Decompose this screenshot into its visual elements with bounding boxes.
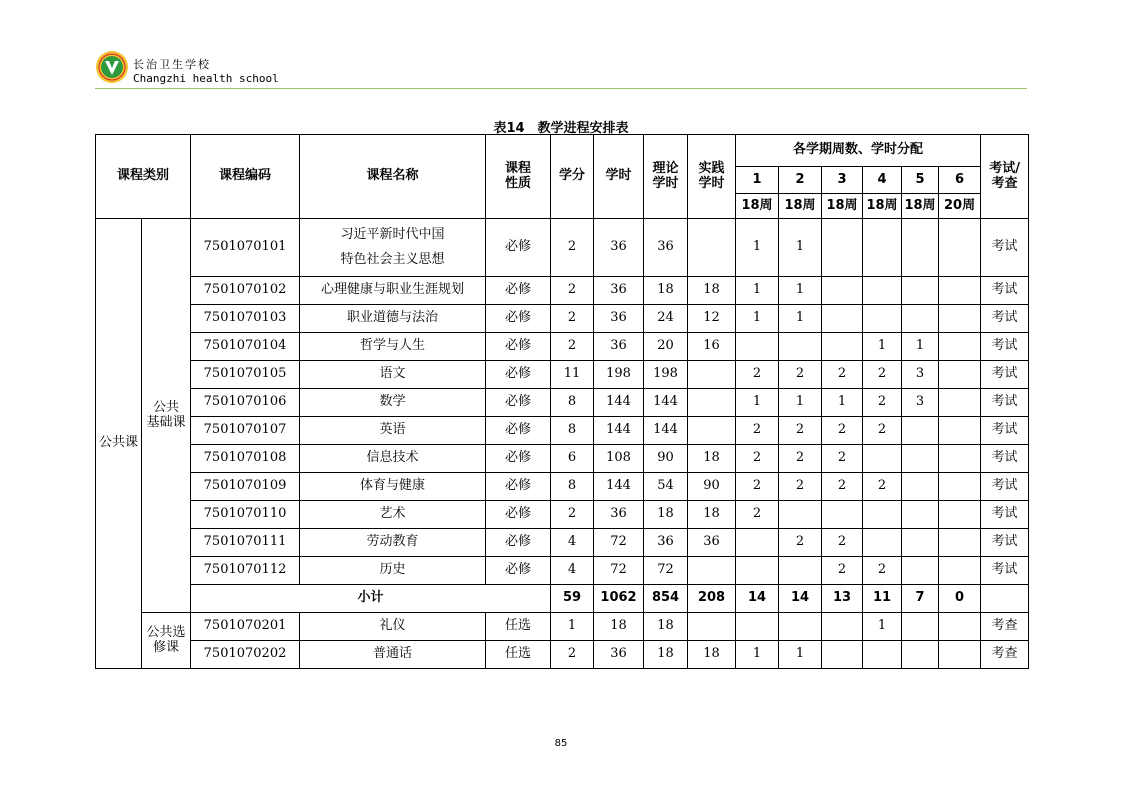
practice-hours: 90: [688, 473, 736, 501]
course-nature: 必修: [486, 529, 551, 557]
semester-hours: [902, 529, 939, 557]
semester-hours: [939, 389, 981, 417]
theory-hours: 18: [644, 277, 688, 305]
course-code: 7501070107: [191, 417, 300, 445]
course-name-line2: 特色社会主义思想: [340, 251, 445, 267]
course-code: 7501070101: [191, 219, 300, 277]
semester-number: 2: [779, 167, 822, 194]
table-row: [96, 333, 1029, 361]
course-credit: 11: [551, 361, 594, 389]
semester-weeks: 18周: [779, 194, 822, 219]
semester-weeks: 18周: [736, 194, 779, 219]
practice-hours: 16: [688, 333, 736, 361]
course-name: 劳动教育: [300, 529, 486, 557]
course-code: 7501070110: [191, 501, 300, 529]
exam-type: 考试: [981, 305, 1029, 333]
practice-hours: 18: [688, 445, 736, 473]
table-row: [96, 389, 1029, 417]
semester-hours: [939, 445, 981, 473]
theory-hours: 144: [644, 417, 688, 445]
course-name: 体育与健康: [300, 473, 486, 501]
course-credit: 2: [551, 333, 594, 361]
course-credit: 8: [551, 417, 594, 445]
course-nature: 必修: [486, 361, 551, 389]
subcategory-public-basic: [142, 219, 191, 613]
practice-hours: [688, 219, 736, 277]
theory-hours: 90: [644, 445, 688, 473]
col-header-credit: 学分: [551, 135, 594, 219]
semester-hours: [822, 219, 863, 277]
semester-hours: [902, 417, 939, 445]
course-credit: 4: [551, 557, 594, 585]
subcategory-public-basic-line2: 基础课: [146, 414, 186, 430]
semester-hours: [822, 333, 863, 361]
theory-hours: 72: [644, 557, 688, 585]
course-code: 7501070104: [191, 333, 300, 361]
semester-hours: 2: [779, 473, 822, 501]
course-name: 艺术: [300, 501, 486, 529]
col-header-practice-line1: 实践: [698, 160, 725, 176]
col-header-exam-line1: 考试/: [989, 160, 1020, 176]
course-credit: 8: [551, 389, 594, 417]
semester-hours: 2: [822, 557, 863, 585]
theory-hours: 20: [644, 333, 688, 361]
semester-weeks: 18周: [822, 194, 863, 219]
header-row: [96, 135, 1029, 167]
course-credit: 6: [551, 445, 594, 473]
semester-hours: [902, 277, 939, 305]
practice-hours: [688, 613, 736, 641]
semester-hours: [822, 305, 863, 333]
course-hours: 198: [594, 361, 644, 389]
semester-hours: [939, 529, 981, 557]
course-name: 语文: [300, 361, 486, 389]
semester-number: 1: [736, 167, 779, 194]
exam-type: 考试: [981, 557, 1029, 585]
semester-hours: [939, 333, 981, 361]
semester-weeks: 20周: [939, 194, 981, 219]
semester-hours: 2: [822, 529, 863, 557]
practice-hours: [688, 557, 736, 585]
exam-type: 考查: [981, 613, 1029, 641]
semester-hours: 2: [822, 473, 863, 501]
semester-hours: [779, 333, 822, 361]
category-public: 公共课: [96, 219, 142, 669]
semester-hours: 2: [736, 473, 779, 501]
semester-hours: [902, 473, 939, 501]
semester-hours: 2: [736, 501, 779, 529]
col-header-nature-line1: 课程: [505, 160, 532, 176]
table-row: [96, 305, 1029, 333]
col-header-category: 课程类别: [96, 135, 191, 219]
practice-hours: [688, 361, 736, 389]
course-name-line1: 习近平新时代中国: [340, 226, 445, 242]
practice-hours: [688, 389, 736, 417]
school-name-en: Changzhi health school: [133, 72, 279, 85]
course-name: 历史: [300, 557, 486, 585]
course-nature: 必修: [486, 389, 551, 417]
semester-hours: [902, 305, 939, 333]
course-code: 7501070112: [191, 557, 300, 585]
subtotal-credit: 59: [551, 585, 594, 613]
theory-hours: 18: [644, 613, 688, 641]
course-code: 7501070111: [191, 529, 300, 557]
semester-hours: 2: [736, 445, 779, 473]
table-row: [96, 641, 1029, 669]
semester-hours: [902, 219, 939, 277]
course-credit: 2: [551, 641, 594, 669]
semester-hours: 1: [736, 641, 779, 669]
semester-hours: [939, 417, 981, 445]
semester-hours: [863, 219, 902, 277]
semester-hours: 2: [779, 445, 822, 473]
semester-hours: 1: [779, 389, 822, 417]
course-hours: 36: [594, 641, 644, 669]
course-nature: 必修: [486, 277, 551, 305]
semester-hours: 2: [779, 361, 822, 389]
semester-hours: [779, 557, 822, 585]
course-nature: 必修: [486, 445, 551, 473]
course-hours: 144: [594, 417, 644, 445]
subcategory-public-elective: [142, 613, 191, 669]
practice-hours: 12: [688, 305, 736, 333]
semester-hours: 2: [822, 445, 863, 473]
table-row: [96, 557, 1029, 585]
course-hours: 72: [594, 557, 644, 585]
subcategory-public-elective-line1: 公共选: [146, 624, 186, 640]
subcategory-public-basic-line1: 公共: [153, 399, 180, 415]
semester-hours: 2: [863, 473, 902, 501]
semester-hours: [939, 557, 981, 585]
course-name: 哲学与人生: [300, 333, 486, 361]
semester-weeks: 18周: [863, 194, 902, 219]
course-code: 7501070109: [191, 473, 300, 501]
semester-hours: [822, 501, 863, 529]
course-credit: 2: [551, 277, 594, 305]
table-row: [96, 219, 1029, 277]
theory-hours: 144: [644, 389, 688, 417]
table-row: [96, 417, 1029, 445]
semester-hours: [736, 613, 779, 641]
semester-number: 6: [939, 167, 981, 194]
practice-hours: 18: [688, 501, 736, 529]
course-name: 普通话: [300, 641, 486, 669]
semester-hours: 1: [822, 389, 863, 417]
course-code: 7501070108: [191, 445, 300, 473]
theory-hours: 54: [644, 473, 688, 501]
semester-hours: 1: [863, 333, 902, 361]
exam-type: 考试: [981, 219, 1029, 277]
course-hours: 18: [594, 613, 644, 641]
course-code: 7501070105: [191, 361, 300, 389]
exam-type: 考查: [981, 641, 1029, 669]
subtotal-exam-empty: [981, 585, 1029, 613]
course-name: 信息技术: [300, 445, 486, 473]
subtotal-label: 小计: [191, 585, 551, 613]
course-code: 7501070106: [191, 389, 300, 417]
practice-hours: 18: [688, 277, 736, 305]
practice-hours: 36: [688, 529, 736, 557]
col-header-code: 课程编码: [191, 135, 300, 219]
semester-hours: [939, 501, 981, 529]
col-header-exam-line2: 考查: [991, 175, 1018, 191]
semester-weeks: 18周: [902, 194, 939, 219]
course-hours: 36: [594, 305, 644, 333]
course-nature: 必修: [486, 417, 551, 445]
course-name: 礼仪: [300, 613, 486, 641]
practice-hours: [688, 417, 736, 445]
course-nature: 任选: [486, 641, 551, 669]
subtotal-semester: 11: [863, 585, 902, 613]
course-hours: 144: [594, 473, 644, 501]
course-nature: 必修: [486, 557, 551, 585]
semester-hours: 3: [902, 389, 939, 417]
theory-hours: 18: [644, 641, 688, 669]
theory-hours: 36: [644, 529, 688, 557]
course-nature: 必修: [486, 333, 551, 361]
semester-hours: [863, 277, 902, 305]
col-header-exam: [981, 135, 1029, 219]
theory-hours: 18: [644, 501, 688, 529]
course-name: 数学: [300, 389, 486, 417]
semester-hours: 1: [736, 389, 779, 417]
semester-hours: [939, 277, 981, 305]
table-row: [96, 501, 1029, 529]
semester-hours: [902, 641, 939, 669]
semester-hours: 2: [863, 361, 902, 389]
col-header-hours: 学时: [594, 135, 644, 219]
exam-type: 考试: [981, 417, 1029, 445]
table-row: [96, 445, 1029, 473]
semester-hours: [939, 473, 981, 501]
semester-hours: [736, 529, 779, 557]
page-number: 85: [554, 738, 568, 749]
semester-hours: [736, 557, 779, 585]
semester-hours: [939, 641, 981, 669]
theory-hours: 198: [644, 361, 688, 389]
course-credit: 2: [551, 219, 594, 277]
course-nature: 任选: [486, 613, 551, 641]
exam-type: 考试: [981, 389, 1029, 417]
semester-number: 5: [902, 167, 939, 194]
subtotal-semester: 13: [822, 585, 863, 613]
semester-hours: [939, 613, 981, 641]
school-logo-icon: [95, 50, 129, 84]
theory-hours: 36: [644, 219, 688, 277]
exam-type: 考试: [981, 277, 1029, 305]
semester-hours: 1: [736, 277, 779, 305]
table-caption: 表14 教学进程安排表: [493, 121, 629, 136]
subcategory-public-elective-line2: 修课: [153, 639, 180, 655]
col-header-semesters: 各学期周数、学时分配: [736, 135, 981, 167]
course-hours: 36: [594, 333, 644, 361]
semester-hours: [939, 219, 981, 277]
course-code: 7501070202: [191, 641, 300, 669]
semester-hours: 1: [779, 219, 822, 277]
exam-type: 考试: [981, 529, 1029, 557]
subtotal-practice: 208: [688, 585, 736, 613]
semester-hours: [779, 613, 822, 641]
semester-hours: 2: [779, 529, 822, 557]
header-divider: [95, 88, 1027, 89]
semester-hours: 2: [736, 361, 779, 389]
semester-hours: [902, 501, 939, 529]
semester-hours: 1: [779, 305, 822, 333]
course-nature: 必修: [486, 219, 551, 277]
subtotal-semester: 7: [902, 585, 939, 613]
semester-hours: 1: [863, 613, 902, 641]
semester-hours: [902, 557, 939, 585]
subtotal-semester: 14: [779, 585, 822, 613]
semester-number: 4: [863, 167, 902, 194]
course-code: 7501070201: [191, 613, 300, 641]
semester-hours: [863, 445, 902, 473]
course-name: [300, 219, 486, 277]
semester-hours: 2: [822, 417, 863, 445]
col-header-theory-line1: 理论: [652, 160, 679, 176]
semester-hours: 1: [736, 219, 779, 277]
semester-hours: 2: [779, 417, 822, 445]
semester-hours: [902, 445, 939, 473]
course-credit: 2: [551, 501, 594, 529]
subtotal-row: [96, 585, 1029, 613]
semester-hours: 3: [902, 361, 939, 389]
semester-hours: [863, 641, 902, 669]
table-row: [96, 529, 1029, 557]
col-header-nature-line2: 性质: [505, 175, 532, 191]
course-credit: 1: [551, 613, 594, 641]
semester-hours: [939, 305, 981, 333]
semester-hours: [863, 305, 902, 333]
subtotal-semester: 0: [939, 585, 981, 613]
course-credit: 4: [551, 529, 594, 557]
col-header-nature: [486, 135, 551, 219]
semester-hours: [736, 333, 779, 361]
course-nature: 必修: [486, 473, 551, 501]
subtotal-semester: 14: [736, 585, 779, 613]
semester-hours: 1: [736, 305, 779, 333]
course-credit: 2: [551, 305, 594, 333]
course-hours: 72: [594, 529, 644, 557]
teaching-schedule-table: [95, 134, 1029, 669]
semester-hours: [902, 613, 939, 641]
table-row: [96, 277, 1029, 305]
course-name: 职业道德与法治: [300, 305, 486, 333]
semester-hours: [822, 613, 863, 641]
subtotal-hours: 1062: [594, 585, 644, 613]
course-hours: 108: [594, 445, 644, 473]
semester-hours: 2: [863, 417, 902, 445]
exam-type: 考试: [981, 361, 1029, 389]
semester-hours: 1: [779, 277, 822, 305]
course-name: 心理健康与职业生涯规划: [300, 277, 486, 305]
exam-type: 考试: [981, 473, 1029, 501]
exam-type: 考试: [981, 333, 1029, 361]
table-row: [96, 473, 1029, 501]
course-credit: 8: [551, 473, 594, 501]
col-header-theory-line2: 学时: [652, 175, 679, 191]
course-code: 7501070102: [191, 277, 300, 305]
semester-hours: [822, 641, 863, 669]
course-hours: 36: [594, 277, 644, 305]
semester-hours: [939, 361, 981, 389]
course-hours: 144: [594, 389, 644, 417]
semester-hours: 2: [736, 417, 779, 445]
col-header-practice-line2: 学时: [698, 175, 725, 191]
theory-hours: 24: [644, 305, 688, 333]
course-code: 7501070103: [191, 305, 300, 333]
col-header-theory: [644, 135, 688, 219]
course-name: 英语: [300, 417, 486, 445]
school-name-cn: 长治卫生学校: [133, 58, 211, 71]
course-hours: 36: [594, 501, 644, 529]
course-hours: 36: [594, 219, 644, 277]
table-row: [96, 613, 1029, 641]
semester-hours: [822, 277, 863, 305]
semester-number: 3: [822, 167, 863, 194]
semester-hours: 1: [902, 333, 939, 361]
semester-hours: 2: [863, 557, 902, 585]
semester-hours: 2: [863, 389, 902, 417]
exam-type: 考试: [981, 501, 1029, 529]
col-header-practice: [688, 135, 736, 219]
exam-type: 考试: [981, 445, 1029, 473]
practice-hours: 18: [688, 641, 736, 669]
semester-hours: [779, 501, 822, 529]
semester-hours: 2: [822, 361, 863, 389]
course-nature: 必修: [486, 305, 551, 333]
semester-hours: [863, 529, 902, 557]
semester-hours: [863, 501, 902, 529]
table-row: [96, 361, 1029, 389]
course-nature: 必修: [486, 501, 551, 529]
semester-hours: 1: [779, 641, 822, 669]
col-header-name: 课程名称: [300, 135, 486, 219]
subtotal-theory: 854: [644, 585, 688, 613]
